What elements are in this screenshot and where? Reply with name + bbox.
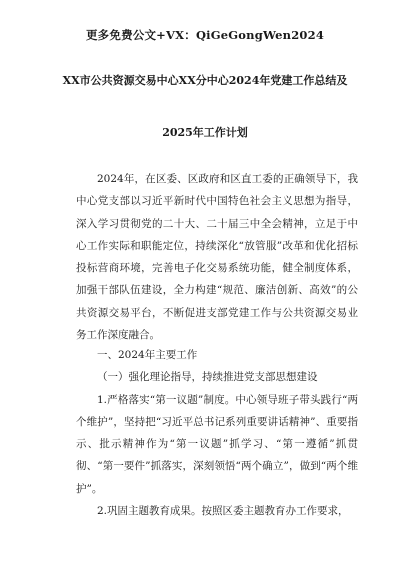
- intro-section: [76, 168, 358, 346]
- document-title-line-1: XX市公共资源交易中心XX分中心2024年党建工作总结及: [62, 74, 348, 87]
- main-work-section: [76, 344, 358, 522]
- watermark-text: 更多免费公文+VX：QiGeGongWen2024: [85, 28, 325, 42]
- item-paragraph-1: 1.严格落实“第一议题”制度。中心领导班子带头践行“两个维护”，坚持把“习近平总书记系列重要讲话精神”、重要指示、批示精神作为“第一议题”抓学习、“第一遵循”抓贯彻、“第一要件”抓落实，深刻领悟“两个确立”，做到“两个维护”。: [76, 393, 358, 495]
- document-title-line-2: 2025年工作计划: [162, 126, 248, 139]
- item-paragraph-2: 2.巩固主题教育成果。按照区委主题教育办工作要求，: [97, 505, 349, 518]
- section-heading: 一、2024年主要工作: [97, 349, 198, 361]
- subsection-heading: （一）强化理论指导，持续推进党支部思想建设: [97, 371, 318, 384]
- intro-paragraph: 2024年，在区委、区政府和区直工委的正确领导下，我中心党支部以习近平新时代中国特色社会主义思想为指导，深入学习贯彻党的二十大、二十届三中全会精神，立足于中心工作实际和职能定位，持续深化“放管服”改革和优化招标投标营商环境，完善电子化交易系统功能，健全制度体系，加强干部队伍建设，全力构建“规范、廉洁创新、高效”的公共资源交易平台，不断促进支部党建工作与公共资源交易业务工作深度融合。: [76, 173, 358, 342]
